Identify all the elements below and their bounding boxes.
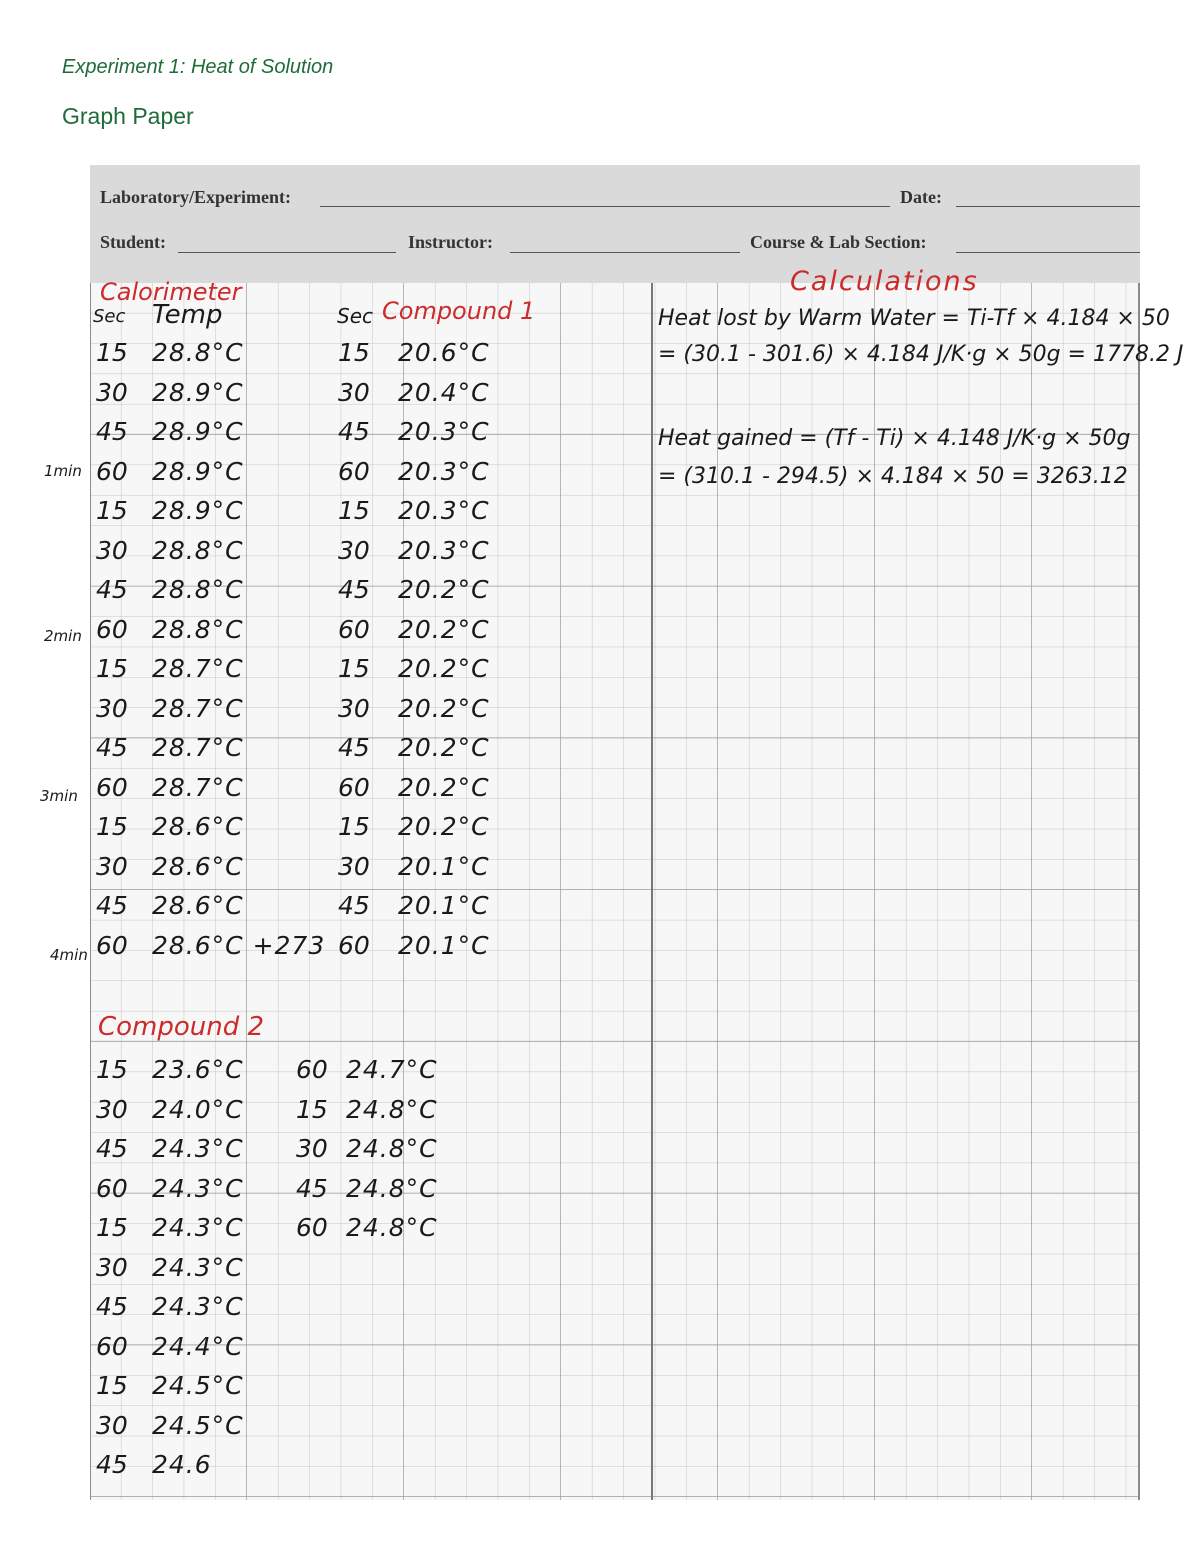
compound1-temp: 20.2°C	[398, 772, 490, 802]
compound2-sec: 45	[96, 1134, 128, 1163]
compound2-temp: 24.8°C	[346, 1134, 438, 1163]
compound2-temp: 24.3°C	[152, 1213, 244, 1242]
compound2-temp: 24.7°C	[346, 1055, 438, 1084]
compound2-temp: 24.4°C	[152, 1331, 244, 1361]
compound1-sec: 15	[338, 496, 370, 525]
compound1-temp: 20.1°C	[398, 891, 490, 920]
calc-line-2: = (30.1 - 301.6) × 4.184 J/K·g × 50g = 1778.2 J	[658, 342, 1184, 367]
minute-mark: 1min	[44, 462, 82, 480]
calorimeter-temp: 28.9°C	[152, 456, 244, 486]
calorimeter-sec: 60	[96, 772, 128, 802]
compound1-temp: 20.3°C	[398, 456, 490, 486]
compound1-temp: 20.6°C	[398, 338, 490, 367]
calorimeter-sec: 30	[96, 535, 128, 565]
lab-label: Laboratory/Experiment:	[100, 187, 291, 207]
compound2-temp: 24.6	[152, 1450, 212, 1479]
instructor-line[interactable]	[510, 252, 740, 253]
compound2-sec: 15	[296, 1094, 328, 1124]
compound2-sec: 30	[96, 1094, 128, 1124]
compound1-temp: 20.2°C	[398, 575, 490, 604]
compound1-sec: 30	[338, 851, 370, 881]
compound2-temp: 24.5°C	[152, 1371, 244, 1400]
calorimeter-sec: 45	[96, 575, 128, 604]
calc-line-4: = (310.1 - 294.5) × 4.184 × 50 = 3263.12	[658, 464, 1128, 489]
compound1-sec-header: Sec	[337, 304, 373, 328]
calorimeter-temp-header: Temp	[152, 300, 223, 330]
compound2-sec: 30	[96, 1410, 128, 1440]
compound1-sec: 30	[338, 535, 370, 565]
compound1-sec: 45	[338, 575, 370, 604]
calorimeter-sec: 60	[96, 614, 128, 644]
calorimeter-heading: Calorimeter	[100, 278, 242, 306]
compound2-temp: 24.8°C	[346, 1173, 438, 1203]
compound1-sec: 15	[338, 654, 370, 683]
compound1-sec: 60	[338, 772, 370, 802]
calorimeter-temp: 28.8°C	[152, 338, 244, 367]
compound1-sec: 30	[338, 693, 370, 723]
instructor-label: Instructor:	[408, 232, 493, 252]
calorimeter-sec: 45	[96, 733, 128, 762]
calorimeter-temp: 28.6°C	[152, 851, 244, 881]
compound1-sec: 60	[338, 614, 370, 644]
calorimeter-sec-header: Sec	[93, 306, 126, 327]
calorimeter-temp: 28.8°C	[152, 614, 244, 644]
lab-line[interactable]	[320, 206, 890, 207]
calorimeter-sec: 60	[96, 930, 128, 960]
experiment-title: Experiment 1: Heat of Solution	[62, 56, 334, 78]
calorimeter-temp: 28.6°C +273	[152, 930, 326, 960]
compound2-temp: 23.6°C	[152, 1055, 244, 1084]
calorimeter-temp: 28.7°C	[152, 733, 244, 762]
calorimeter-temp: 28.9°C	[152, 377, 244, 407]
compound1-temp: 20.1°C	[398, 851, 490, 881]
minute-mark: 4min	[50, 946, 88, 964]
compound2-sec: 15	[96, 1213, 128, 1242]
calorimeter-sec: 15	[96, 338, 128, 367]
compound1-temp: 20.2°C	[398, 812, 490, 841]
compound1-temp: 20.2°C	[398, 654, 490, 683]
compound1-sec: 45	[338, 733, 370, 762]
compound1-heading: Compound 1	[382, 297, 536, 325]
compound2-temp: 24.5°C	[152, 1410, 244, 1440]
calorimeter-temp: 28.7°C	[152, 654, 244, 683]
calorimeter-sec: 15	[96, 812, 128, 841]
compound2-sec: 15	[96, 1055, 128, 1084]
compound2-sec: 60	[296, 1055, 328, 1084]
compound1-sec: 45	[338, 417, 370, 446]
compound2-sec: 45	[96, 1450, 128, 1479]
compound1-temp: 20.3°C	[398, 496, 490, 525]
calorimeter-sec: 45	[96, 417, 128, 446]
course-line[interactable]	[956, 252, 1140, 253]
compound1-sec: 45	[338, 891, 370, 920]
calorimeter-temp: 28.7°C	[152, 772, 244, 802]
page-subtitle: Graph Paper	[62, 103, 194, 129]
student-line[interactable]	[178, 252, 396, 253]
compound1-sec: 60	[338, 930, 370, 960]
compound1-temp: 20.2°C	[398, 614, 490, 644]
compound1-temp: 20.2°C	[398, 733, 490, 762]
compound2-sec: 30	[96, 1252, 128, 1282]
calorimeter-temp: 28.8°C	[152, 575, 244, 604]
compound2-sec: 15	[96, 1371, 128, 1400]
calorimeter-temp: 28.9°C	[152, 417, 244, 446]
compound1-temp: 20.2°C	[398, 693, 490, 723]
compound2-sec: 60	[296, 1213, 328, 1242]
calorimeter-temp: 28.7°C	[152, 693, 244, 723]
compound1-temp: 20.3°C	[398, 535, 490, 565]
calorimeter-sec: 30	[96, 377, 128, 407]
date-label: Date:	[900, 187, 942, 207]
compound2-temp: 24.8°C	[346, 1094, 438, 1124]
calorimeter-sec: 45	[96, 891, 128, 920]
calc-line-3: Heat gained = (Tf - Ti) × 4.148 J/K·g × 50g	[658, 426, 1131, 451]
student-label: Student:	[100, 232, 167, 252]
calorimeter-sec: 15	[96, 496, 128, 525]
compound1-sec: 60	[338, 456, 370, 486]
compound2-temp: 24.0°C	[152, 1094, 244, 1124]
compound2-temp: 24.3°C	[152, 1252, 244, 1282]
calorimeter-sec: 30	[96, 693, 128, 723]
compound1-sec: 15	[338, 812, 370, 841]
compound2-heading: Compound 2	[98, 1012, 265, 1042]
calorimeter-sec: 30	[96, 851, 128, 881]
calorimeter-sec: 15	[96, 654, 128, 683]
compound1-temp: 20.3°C	[398, 417, 490, 446]
course-label: Course & Lab Section:	[750, 232, 927, 252]
compound1-sec: 15	[338, 338, 370, 367]
compound2-sec: 30	[296, 1134, 328, 1163]
compound1-temp: 20.1°C	[398, 930, 490, 960]
compound2-sec: 60	[96, 1331, 128, 1361]
compound2-temp: 24.8°C	[346, 1213, 438, 1242]
calorimeter-temp: 28.8°C	[152, 535, 244, 565]
compound2-sec: 45	[296, 1173, 328, 1203]
compound1-sec: 30	[338, 377, 370, 407]
compound2-temp: 24.3°C	[152, 1292, 244, 1321]
calorimeter-temp: 28.6°C	[152, 891, 244, 920]
calculations-heading: Calculations	[790, 266, 979, 297]
minute-mark: 3min	[40, 787, 78, 805]
calc-line-1: Heat lost by Warm Water = Ti-Tf × 4.184 × 50	[658, 306, 1170, 331]
compound1-temp: 20.4°C	[398, 377, 490, 407]
calorimeter-temp: 28.9°C	[152, 496, 244, 525]
minute-mark: 2min	[44, 627, 82, 645]
compound2-temp: 24.3°C	[152, 1134, 244, 1163]
compound2-temp: 24.3°C	[152, 1173, 244, 1203]
form-header	[90, 165, 1140, 283]
compound2-sec: 45	[96, 1292, 128, 1321]
date-line[interactable]	[956, 206, 1140, 207]
compound2-sec: 60	[96, 1173, 128, 1203]
calorimeter-sec: 60	[96, 456, 128, 486]
calorimeter-temp: 28.6°C	[152, 812, 244, 841]
